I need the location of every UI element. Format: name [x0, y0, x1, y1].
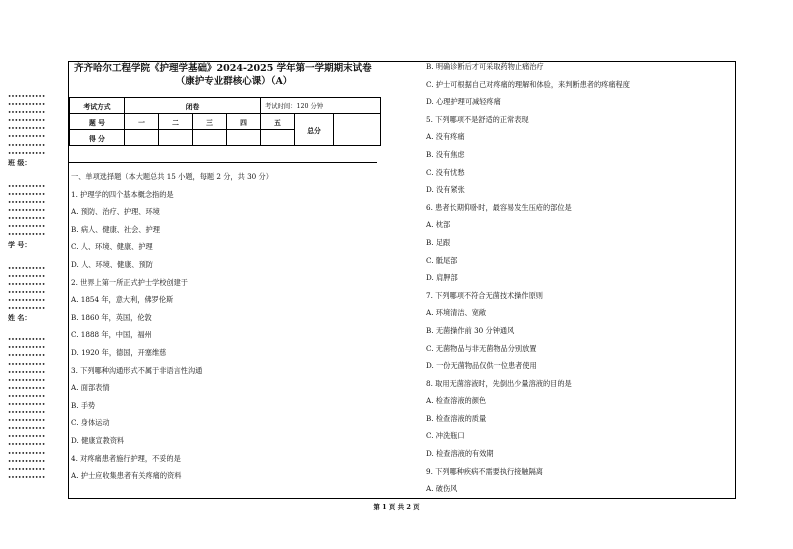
question-stem: 1. 护理学的四个基本概念指的是 — [71, 189, 174, 199]
page-number: 第 1 页 共 2 页 — [373, 503, 420, 511]
score-cell-3 — [193, 130, 227, 146]
answer-option: C. 骶尾部 — [426, 255, 458, 265]
answer-option: D. 心理护理可减轻疼痛 — [426, 97, 501, 107]
dot-row: ••••••••••• — [8, 281, 46, 288]
answer-option: B. 明确诊断后才可采取药物止痛治疗 — [426, 62, 544, 71]
question-stem: 2. 世界上第一所正式护士学校创建于 — [71, 277, 188, 287]
dot-row: ••••••••••• — [8, 402, 46, 408]
answer-option: A. 护士应收集患者有关疼痛的资料 — [71, 471, 182, 481]
answer-option: B. 病人、健康、社会、护理 — [71, 224, 160, 234]
dot-row: ••••••••••• — [8, 385, 46, 392]
question-stem: 5. 下列哪项不是舒适的正常表现 — [426, 114, 529, 124]
answer-option: D. 1920 年，德国，开塞维慈 — [71, 347, 167, 357]
dot-row: ••••••••••• — [8, 183, 46, 190]
dot-row: ••••••••••• — [8, 345, 46, 352]
dot-row: ••••••••••• — [8, 450, 46, 457]
dot-row: ••••••••••• — [8, 200, 46, 207]
answer-option: D. 检查溶液的有效期 — [426, 449, 494, 459]
answer-option: C. 冲洗瓶口 — [426, 431, 465, 441]
dot-row: ••••••••••• — [8, 393, 46, 400]
dot-row: ••••••••••• — [8, 126, 46, 133]
dot-row: ••••••••••• — [8, 474, 46, 481]
dot-row: ••••••••••• — [8, 94, 46, 100]
question-3-header: 三 — [193, 114, 227, 130]
dot-row: ••••••••••• — [8, 118, 46, 125]
answer-option: D. 人、环境、健康、预防 — [71, 259, 153, 269]
question-stem: 3. 下列哪种沟通形式不属于非语言性沟通 — [71, 365, 203, 375]
divider — [69, 162, 377, 163]
total-score-cell — [334, 114, 381, 146]
exam-method-value: 闭卷 — [125, 98, 261, 114]
answer-option: B. 检查溶液的质量 — [426, 413, 487, 423]
answer-option: C. 身体运动 — [71, 418, 110, 428]
answer-option: D. 一份无菌物品仅供一位患者使用 — [426, 361, 537, 371]
answer-option: B. 手势 — [71, 400, 96, 410]
question-4-header: 四 — [227, 114, 261, 130]
answer-option: C. 无菌物品与非无菌物品分别放置 — [426, 343, 537, 353]
dot-row: ••••••••••• — [8, 110, 46, 117]
answer-option: C. 护士可根据自己对疼痛的理解和体验，来判断患者的疼痛程度 — [426, 79, 630, 89]
dot-row: ••••••••••• — [8, 434, 46, 441]
dot-row: ••••••••••• — [8, 224, 46, 231]
dot-row: ••••••••••• — [8, 142, 46, 149]
question-5-header: 五 — [261, 114, 295, 130]
answer-option: B. 没有焦虑 — [426, 149, 465, 159]
answer-option: D. 健康宣教资料 — [71, 435, 125, 445]
answer-option: D. 肩胛部 — [426, 273, 458, 283]
answer-option: A. 预防、治疗、护理、环境 — [71, 207, 160, 217]
question-stem: 8. 取用无菌溶液时，先倒出少量溶液的目的是 — [426, 378, 572, 388]
score-cell-2 — [159, 130, 193, 146]
dot-row: ••••••••••• — [8, 337, 46, 344]
answer-option: A. 没有疼痛 — [426, 132, 465, 142]
score-label: 得 分 — [70, 130, 125, 146]
score-cell-5 — [261, 130, 295, 146]
dot-row: ••••••••••• — [8, 426, 46, 433]
question-stem: 6. 患者长期仰卧时，最容易发生压疮的部位是 — [426, 202, 572, 212]
answer-option: C. 人、环境、健康、护理 — [71, 242, 153, 252]
exam-method-label: 考试方式 — [70, 98, 125, 114]
dot-row: ••••••••••• — [8, 361, 46, 368]
dot-row: ••••••••••• — [8, 191, 46, 198]
dot-row: ••••••••••• — [8, 273, 46, 280]
title-line-2: （康护专业群核心课）（A） — [175, 76, 293, 87]
dot-row: ••••••••••• — [8, 102, 46, 109]
section-heading: 一、单项选择题（本大题总共 15 小题，每题 2 分，共 30 分） — [71, 172, 273, 181]
margin-field-label: 班 级： — [8, 157, 32, 167]
answer-option: A. 检查溶液的颜色 — [426, 396, 487, 406]
answer-option: C. 1888 年，中国，福州 — [71, 330, 152, 340]
margin-field-label: 姓 名： — [8, 313, 32, 323]
answer-option: B. 足跟 — [426, 237, 451, 247]
title-line-1: 齐齐哈尔工程学院《护理学基础》2024-2025 学年第一学期期末试卷 — [74, 63, 372, 74]
answer-option: A. 面部表情 — [71, 383, 110, 393]
dot-row: ••••••••••• — [8, 265, 46, 272]
question-2-header: 二 — [159, 114, 193, 130]
dot-row: ••••••••••• — [8, 458, 46, 465]
answer-option: B. 1860 年，英国，伦敦 — [71, 312, 152, 322]
right-column — [426, 58, 630, 498]
dot-row: ••••••••••• — [8, 289, 46, 296]
answer-option: A. 环境清洁、宽敞 — [426, 308, 487, 318]
dot-row: ••••••••••• — [8, 410, 46, 417]
dot-row: ••••••••••• — [8, 216, 46, 223]
dot-row: ••••••••••• — [8, 208, 46, 215]
dot-row: ••••••••••• — [8, 232, 46, 239]
dot-row: ••••••••••• — [8, 353, 46, 360]
answer-option: B. 无菌操作前 30 分钟通风 — [426, 325, 515, 335]
dot-row: ••••••••••• — [8, 369, 46, 376]
binding-margin — [8, 0, 60, 482]
left-column — [71, 168, 273, 485]
exam-title — [74, 62, 394, 88]
dot-row: ••••••••••• — [8, 442, 46, 449]
dot-row: ••••••••••• — [8, 297, 46, 304]
answer-option: A. 破伤风 — [426, 484, 458, 494]
score-table — [69, 97, 381, 146]
dot-row: ••••••••••• — [8, 418, 46, 425]
answer-option: A. 枕部 — [426, 220, 451, 230]
answer-option: D. 没有紧张 — [426, 185, 465, 195]
margin-field-label: 学 号： — [8, 239, 32, 249]
dot-row: ••••••••••• — [8, 377, 46, 384]
dot-row: ••••••••••• — [8, 466, 46, 473]
dot-row: ••••••••••• — [8, 150, 46, 157]
total-label: 总分 — [295, 114, 334, 146]
dot-row: ••••••••••• — [8, 134, 46, 141]
score-cell-4 — [227, 130, 261, 146]
question-stem: 4. 对疼痛患者施行护理，不妥的是 — [71, 453, 181, 463]
dot-row: ••••••••••• — [8, 306, 46, 313]
question-stem: 9. 下列哪种疾病不需要执行接触隔离 — [426, 466, 543, 476]
answer-option: A. 1854 年，意大利，佛罗伦斯 — [71, 295, 174, 305]
question-stem: 7. 下列哪项不符合无菌技术操作原则 — [426, 290, 543, 300]
exam-time: 考试时间：120 分钟 — [261, 98, 381, 114]
question-1-header: 一 — [125, 114, 159, 130]
answer-option: C. 没有忧愁 — [426, 167, 465, 177]
question-no-label: 题 号 — [70, 114, 125, 130]
score-cell-1 — [125, 130, 159, 146]
